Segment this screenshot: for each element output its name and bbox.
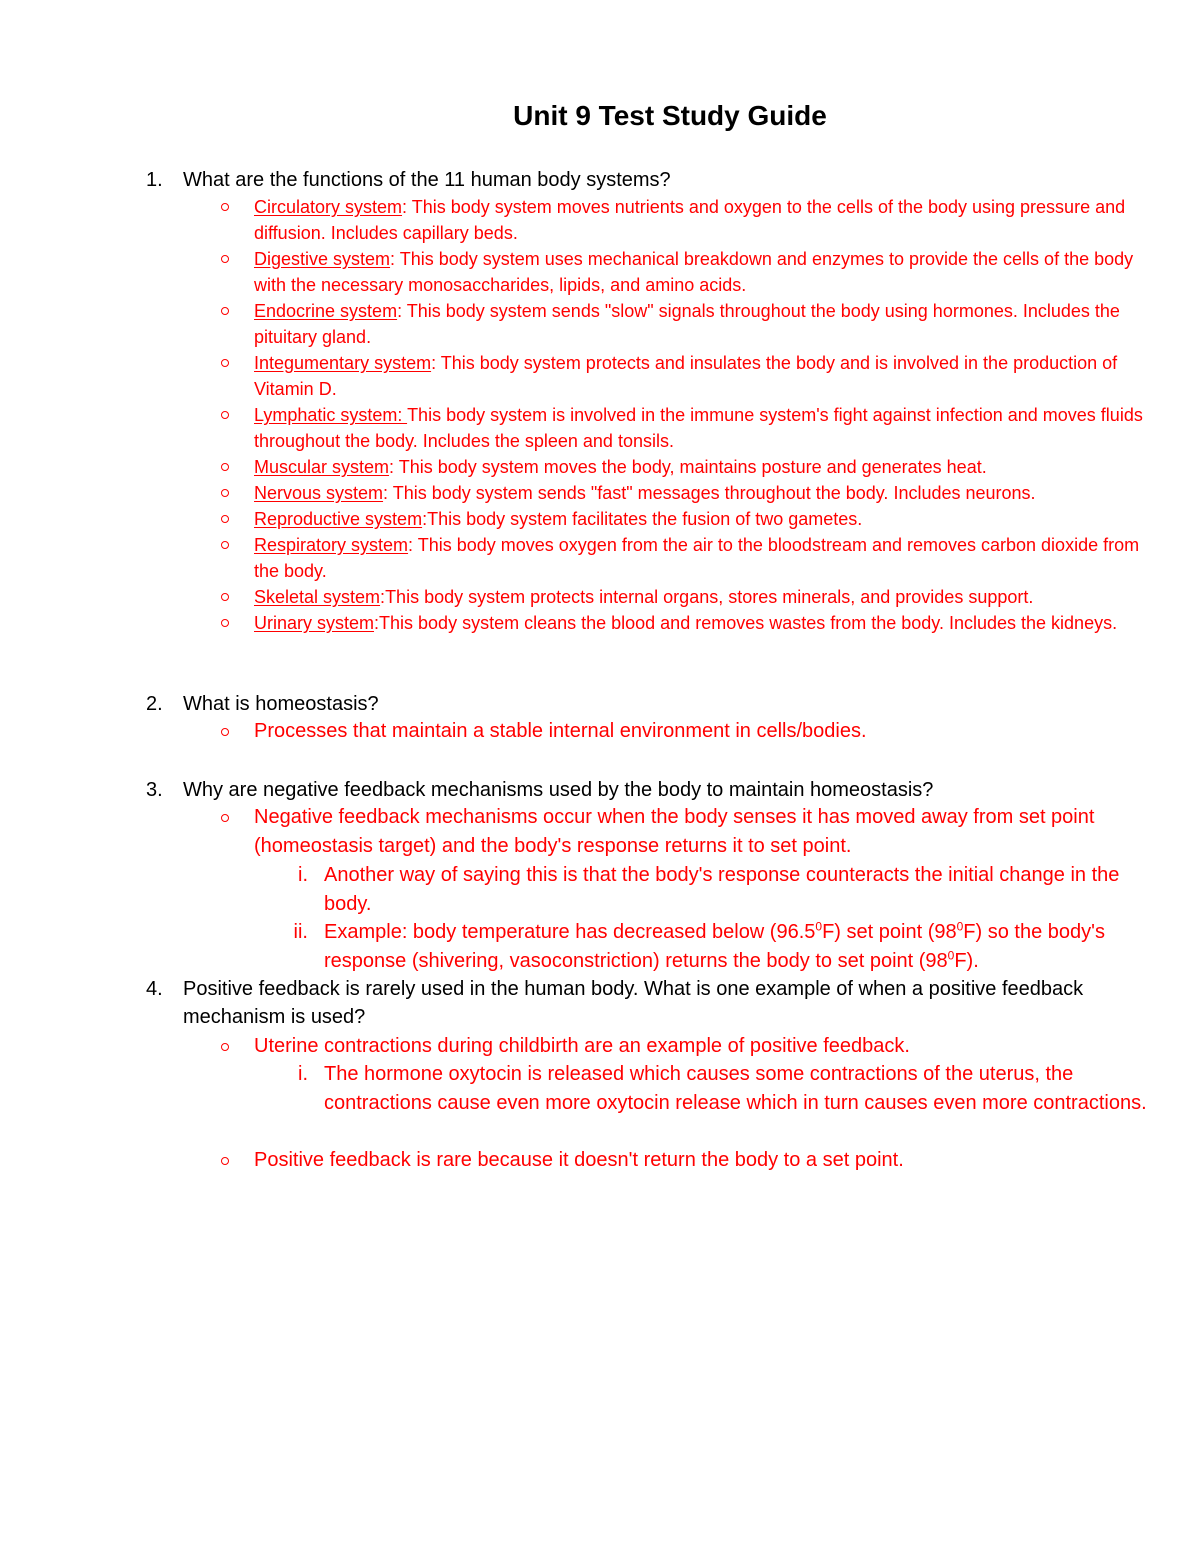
bullet-icon xyxy=(221,489,229,497)
system-name: Circulatory system xyxy=(254,197,403,217)
system-name: Respiratory system xyxy=(254,535,409,555)
question-3 xyxy=(146,776,933,804)
system-description: This body system protects and insulates the body and is involved in the production of Vitamin D. xyxy=(254,353,1118,399)
list-item: Digestive system: This body system uses mechanical breakdown and enzymes to provide the cells of the body with the necessary monosaccharides, lipids, and amino acids. xyxy=(254,246,1144,298)
list-item: Skeletal system:This body system protects internal organs, stores minerals, and provides support. xyxy=(254,584,1144,610)
list-item xyxy=(254,402,1144,454)
system-name: Integumentary system xyxy=(254,353,432,373)
system-description: This body system cleans the blood and removes wastes from the body. Includes the kidneys. xyxy=(379,613,1118,633)
list-item: Urinary system:This body system cleans the blood and removes wastes from the body. Includes the kidneys. xyxy=(254,610,1144,636)
system-name: Nervous system xyxy=(254,483,384,503)
answer: Processes that maintain a stable internal environment in cells/bodies. xyxy=(254,717,1154,746)
system-description: This body system uses mechanical breakdown and enzymes to provide the cells of the body with the necessary monosaccharides, lipids, and amino acids. xyxy=(254,249,1134,295)
bullet-icon xyxy=(221,1157,229,1165)
sub-point-ii: ii. Example: body temperature has decreased below (96.5$^0$F) set point $(98^0F)$ so the body's response (shivering, vasoconstriction) returns the body to set point $(98^0F)$. xyxy=(324,918,1154,975)
system-description: This body system moves the body, maintains posture and generates heat. xyxy=(398,457,987,477)
system-name: Digestive system xyxy=(254,249,391,269)
system-name: Muscular system xyxy=(254,457,390,477)
system-description: This body system sends "fast" messages throughout the body. Includes neurons. xyxy=(392,483,1036,503)
question-number: 3. xyxy=(146,779,163,801)
list-item: Reproductive system:This body system facilitates the fusion of two gametes. xyxy=(254,506,1144,532)
system-name: Endocrine system xyxy=(254,301,398,321)
roman-numeral: i. xyxy=(298,864,308,886)
degree-mark: 0 xyxy=(947,947,955,962)
answer: Positive feedback is rare because it doesn't return the body to a set point. xyxy=(254,1146,1154,1175)
sub-point-i: i. Another way of saying this is that the body's response counteracts the initial change in the body. xyxy=(324,861,1154,918)
system-description: This body system facilitates the fusion of two gametes. xyxy=(427,509,863,529)
sub-point-i: i. The hormone oxytocin is released which causes some contractions of the uterus, the contractions cause even more oxytocin release which in turn causes even more contractions. xyxy=(324,1060,1154,1117)
bullet-icon xyxy=(221,515,229,523)
bullet-icon xyxy=(221,307,229,315)
system-description: This body system moves nutrients and oxygen to the cells of the body using pressure and diffusion. Includes capillary beds. xyxy=(254,197,1126,243)
degree-mark: 0 xyxy=(815,919,823,934)
list-item: Integumentary system: This body system protects and insulates the body and is involved in the production of Vitamin D. xyxy=(254,350,1144,402)
question-number: 1. xyxy=(146,169,163,191)
system-name: Reproductive system xyxy=(254,509,423,529)
system-description: This body moves oxygen from the air to the bloodstream and removes carbon dioxide from the body. xyxy=(254,535,1140,581)
system-description: This body system is involved in the immune system's fight against infection and moves fluids throughout the body. Includes the spleen and tonsils. xyxy=(254,405,1143,451)
system-name: Lymphatic system: xyxy=(254,405,408,425)
roman-numeral: ii. xyxy=(293,921,308,943)
system-name: Urinary system xyxy=(254,613,375,633)
question-text: What are the functions of the 11 human body systems? xyxy=(183,169,671,191)
bullet-icon xyxy=(221,463,229,471)
answer: Negative feedback mechanisms occur when the body senses it has moved away from set point (homeostasis target) and the body's response returns it to set point. xyxy=(254,803,1154,860)
question-number: 2. xyxy=(146,693,163,715)
bullet-icon xyxy=(221,728,229,736)
bullet-icon xyxy=(221,411,229,419)
bullet-icon xyxy=(221,593,229,601)
question-4 xyxy=(146,975,1166,1031)
bullet-icon xyxy=(221,541,229,549)
bullet-icon xyxy=(221,203,229,211)
bullet-icon xyxy=(221,255,229,263)
list-item: Respiratory system: This body moves oxygen from the air to the bloodstream and removes carbon dioxide from the body. xyxy=(254,532,1144,584)
list-item: Endocrine system: This body system sends "slow" signals throughout the body using hormones. Includes the pituitary gland. xyxy=(254,298,1144,350)
body-systems-list xyxy=(254,194,1144,636)
question-text: What is homeostasis? xyxy=(183,693,379,715)
degree-mark: 0 xyxy=(956,919,964,934)
system-description: This body system sends "slow" signals throughout the body using hormones. Includes the pituitary gland. xyxy=(254,301,1120,347)
system-description: This body system protects internal organs, stores minerals, and provides support. xyxy=(385,587,1034,607)
question-text: Why are negative feedback mechanisms used by the body to maintain homeostasis? xyxy=(183,779,934,801)
list-item: Muscular system: This body system moves the body, maintains posture and generates heat. xyxy=(254,454,1144,480)
answer: Uterine contractions during childbirth are an example of positive feedback. xyxy=(254,1032,1154,1061)
question-text: Positive feedback is rarely used in the human body. What is one example of when a positive feedback mechanism is used? xyxy=(183,978,1084,1028)
system-name: Skeletal system xyxy=(254,587,381,607)
bullet-icon xyxy=(221,359,229,367)
list-item: Nervous system: This body system sends "fast" messages throughout the body. Includes neurons. xyxy=(254,480,1144,506)
bullet-icon xyxy=(221,814,229,822)
roman-numeral: i. xyxy=(298,1063,308,1085)
page-title: Unit 9 Test Study Guide xyxy=(513,100,827,131)
question-2 xyxy=(146,690,379,718)
bullet-icon xyxy=(221,619,229,627)
list-item: Circulatory system: This body system moves nutrients and oxygen to the cells of the body using pressure and diffusion. Includes capillary beds. xyxy=(254,194,1144,246)
question-1 xyxy=(146,166,671,194)
question-number: 4. xyxy=(146,978,163,1000)
bullet-icon xyxy=(221,1043,229,1051)
